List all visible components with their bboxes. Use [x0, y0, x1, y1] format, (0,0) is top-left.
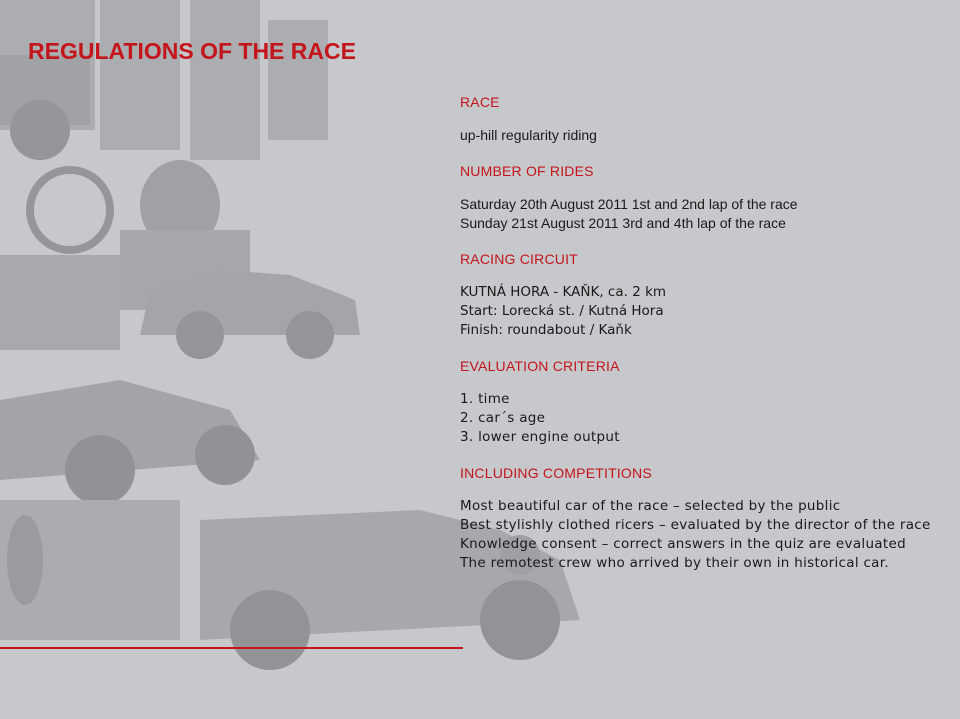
- competition-item: Knowledge consent – correct answers in the quiz are evaluated: [460, 536, 906, 552]
- criteria-item: 2. car´s age: [460, 410, 546, 426]
- regulations-content: [460, 92, 955, 573]
- including-competitions-heading: INCLUDING COMPETITIONS: [460, 465, 652, 481]
- ride-sunday: Sunday 21st August 2011 3rd and 4th lap of the race: [460, 215, 786, 231]
- circuit-finish: Finish: roundabout / Kaňk: [460, 322, 632, 338]
- racing-circuit-heading: RACING CIRCUIT: [460, 251, 578, 267]
- ride-saturday: Saturday 20th August 2011 1st and 2nd lap of the race: [460, 196, 798, 212]
- competition-item: The remotest crew who arrived by their own in historical car.: [460, 555, 889, 571]
- criteria-item: 1. time: [460, 391, 510, 407]
- circuit-start: Start: Lorecká st. / Kutná Hora: [460, 303, 664, 319]
- race-description: up-hill regularity riding: [460, 127, 597, 143]
- criteria-item: 3. lower engine output: [460, 429, 620, 445]
- competition-item: Best stylishly clothed ricers – evaluated by the director of the race: [460, 517, 931, 533]
- evaluation-criteria-heading: EVALUATION CRITERIA: [460, 358, 620, 374]
- competition-item: Most beautiful car of the race – selected by the public: [460, 498, 841, 514]
- page-title: REGULATIONS OF THE RACE: [28, 38, 356, 64]
- footer-divider: [0, 647, 463, 649]
- circuit-route: KUTNÁ HORA - KAŇK, ca. 2 km: [460, 284, 667, 300]
- race-heading: RACE: [460, 94, 500, 110]
- number-of-rides-heading: NUMBER OF RIDES: [460, 163, 594, 179]
